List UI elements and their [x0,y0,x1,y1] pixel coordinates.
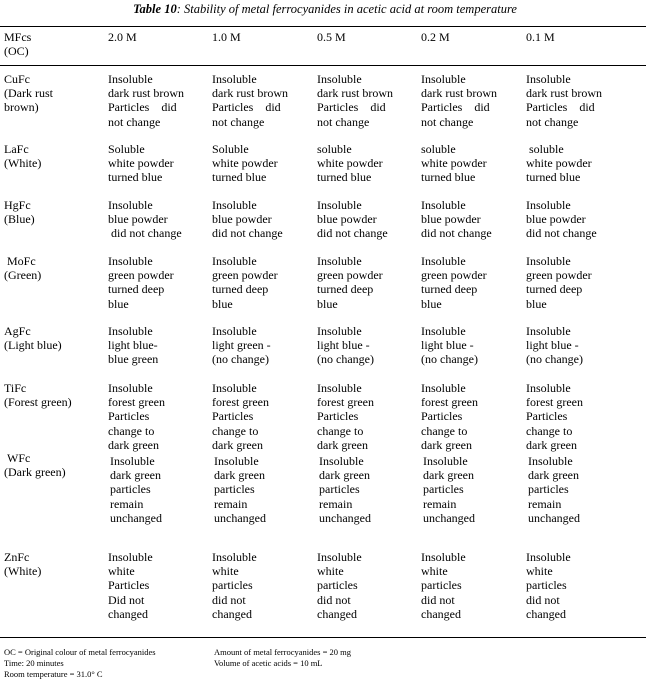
table-cell: Insoluble forest green Particles change to dark green [526,381,583,452]
table-cell: Insoluble white particles did not changed [526,550,571,621]
bottom-rule [0,637,646,638]
table-cell: Insoluble white particles did not changed [421,550,466,621]
note-volume: Volume of acetic acids = 10 mL [214,658,323,668]
table-cell: Insoluble dark green particles remain unchanged [528,454,580,525]
table-cell: Soluble white powder turned blue [212,142,278,185]
table-cell: Insoluble dark green particles remain unchanged [423,454,475,525]
table-cell: Insoluble dark rust brown Particles did not change [421,72,497,129]
table-cell: Insoluble dark green particles remain unchanged [214,454,266,525]
table-cell: Insoluble light green - (no change) [212,324,271,367]
table-cell: Insoluble light blue- blue green [108,324,159,367]
header-col-0-1m: 0.1 M [526,30,555,44]
table-cell: Insoluble dark green particles remain unchanged [319,454,371,525]
table-cell: soluble white powder turned blue [421,142,487,185]
table-cell: Insoluble green powder turned deep blue [317,254,383,311]
table-cell: Insoluble dark green particles remain unchanged [110,454,162,525]
row-label: LaFc (White) [4,142,42,171]
header-col-0-5m: 0.5 M [317,30,346,44]
table-cell: Soluble white powder turned blue [108,142,174,185]
top-rule [0,26,646,27]
table-cell: Insoluble forest green Particles change to dark green [108,381,165,452]
note-amount: Amount of metal ferrocyanides = 20 mg [214,647,351,657]
header-row-label: MFcs (OC) [4,30,32,59]
table-cell: Insoluble forest green Particles change to dark green [212,381,269,452]
table-label: Table 10 [133,2,177,16]
header-col-1m: 1.0 M [212,30,241,44]
header-col-2m: 2.0 M [108,30,137,44]
table-cell: Insoluble green powder turned deep blue [108,254,174,311]
table-cell: Insoluble forest green Particles change to dark green [421,381,478,452]
table-cell: Insoluble green powder turned deep blue [526,254,592,311]
note-room-temp: Room temperature = 31.0° C [4,669,103,679]
table-cell: Insoluble blue powder did not change [212,198,283,241]
table-cell: Insoluble blue powder did not change [317,198,388,241]
note-time: Time: 20 minutes [4,658,64,668]
header-rule [0,65,646,66]
row-label: TiFc (Forest green) [4,381,72,410]
table-cell: soluble white powder turned blue [317,142,383,185]
row-label: ZnFc (White) [4,550,42,579]
table-cell: Insoluble dark rust brown Particles did not change [317,72,393,129]
table-caption-text: : Stability of metal ferrocyanides in acetic acid at room temperature [176,2,517,16]
table-cell: Insoluble light blue - (no change) [526,324,583,367]
row-label: CuFc (Dark rust brown) [4,72,53,115]
table-cell: Insoluble green powder turned deep blue [212,254,278,311]
table-cell: soluble white powder turned blue [526,142,592,185]
table-cell: Insoluble dark rust brown Particles did not change [526,72,602,129]
header-col-0-2m: 0.2 M [421,30,450,44]
table-cell: Insoluble green powder turned deep blue [421,254,487,311]
row-label: HgFc (Blue) [4,198,35,227]
row-label: MoFc (Green) [4,254,42,283]
table-cell: Insoluble white Particles Did not changed [108,550,153,621]
row-label: AgFc (Light blue) [4,324,62,353]
table-cell: Insoluble dark rust brown Particles did not change [212,72,288,129]
table-cell: Insoluble white particles did not changed [212,550,257,621]
table-cell: Insoluble light blue - (no change) [317,324,374,367]
table-cell: Insoluble dark rust brown Particles did not change [108,72,184,129]
table-cell: Insoluble white particles did not changed [317,550,362,621]
table-cell: Insoluble blue powder did not change [421,198,492,241]
table-caption [0,2,650,16]
note-oc: OC = Original colour of metal ferrocyanides [4,647,156,657]
table-cell: Insoluble forest green Particles change to dark green [317,381,374,452]
table-cell: Insoluble light blue - (no change) [421,324,478,367]
row-label: WFc (Dark green) [4,451,66,480]
table-cell: Insoluble blue powder did not change [526,198,597,241]
table-cell: Insoluble blue powder did not change [108,198,182,241]
